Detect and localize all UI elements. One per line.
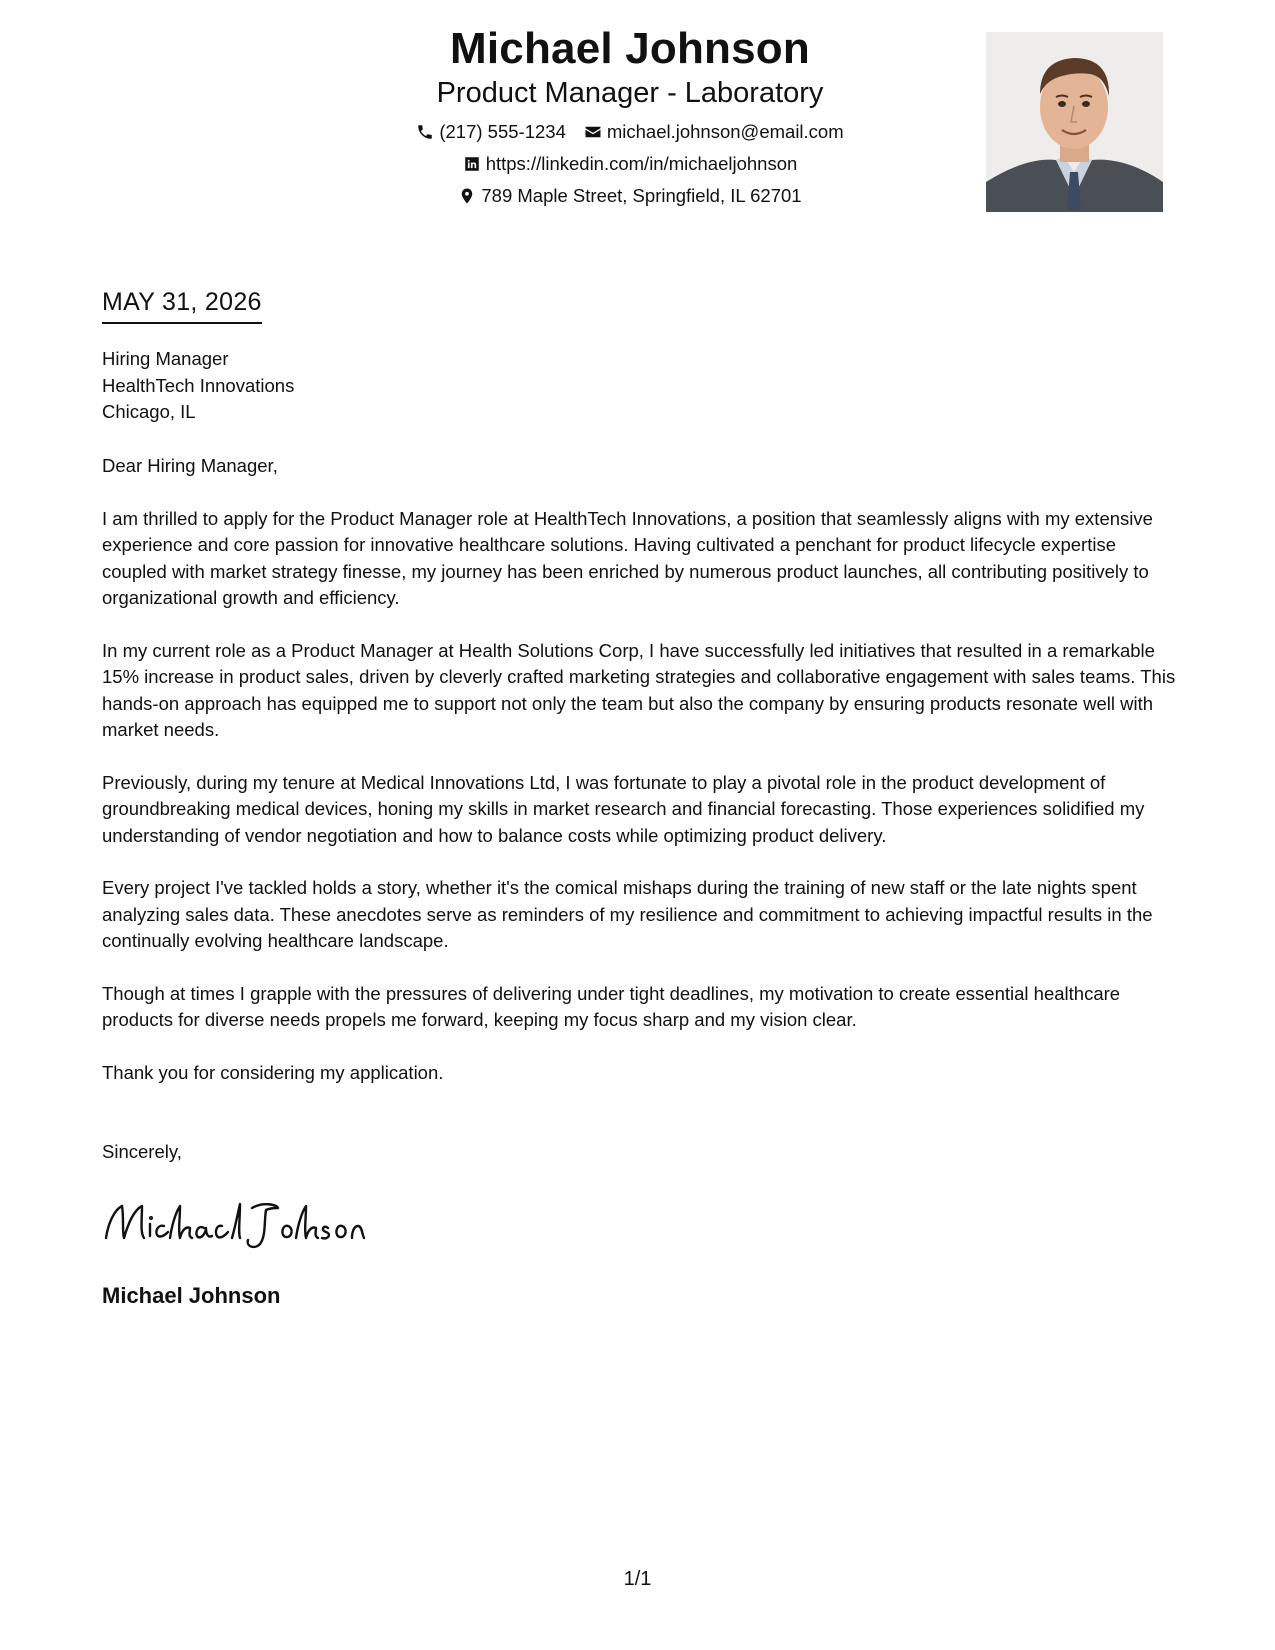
page-number: 1/1: [623, 1568, 652, 1590]
letter-header: [0, 22, 1275, 222]
contact-email: [584, 116, 844, 148]
body-paragraph: Every project I've tackled holds a story, whether it's the comical mishaps during the training of new staff or the late nights spent analyzing sales data. These anecdotes serve as reminders of my resilience and commitment to achieving impactful results in the continually evolving healthcare landscape.: [102, 877, 1153, 951]
header-contact-block: [330, 22, 930, 212]
contact-phone: [416, 116, 566, 148]
handwritten-signature: [100, 1194, 370, 1254]
recipient-block: [102, 346, 294, 426]
contact-linkedin: [463, 148, 798, 180]
closing-line: Sincerely,: [102, 1141, 182, 1162]
signer-name: Michael Johnson: [102, 1283, 281, 1308]
contact-row-address: [330, 180, 930, 212]
body-paragraph: In my current role as a Product Manager at Health Solutions Corp, I have successfully led initiatives that resulted in a remarkable 15% increase in product sales, driven by cleverly crafted marketing strategies and collaborative engagement with sales teams. This hands-on approach has equipped me to support not only the team but also the company by ensuring products resonate well with market needs.: [102, 639, 1176, 740]
recipient-location: Chicago, IL: [102, 401, 196, 422]
letter-body: [102, 453, 1182, 1112]
email-address[interactable]: michael.johnson@email.com: [606, 121, 844, 142]
envelope-icon: [584, 123, 602, 141]
profile-photo: [986, 32, 1163, 212]
salutation: Dear Hiring Manager,: [102, 455, 278, 476]
street-address: 789 Maple Street, Springfield, IL 62701: [481, 185, 802, 206]
phone-icon: [416, 123, 434, 141]
thank-you-line: Thank you for considering my application.: [102, 1061, 444, 1083]
applicant-title: Product Manager - Laboratory: [436, 77, 824, 109]
letter-date: MAY 31, 2026: [102, 286, 262, 324]
body-paragraph: Previously, during my tenure at Medical Innovations Ltd, I was fortunate to play a pivotal role in the product development of groundbreaking medical devices, honing my skills in market research and financial forecasting. Those experiences solidified my understanding of vendor negotiation and how to balance costs while optimizing product delivery.: [102, 771, 1145, 846]
recipient-company: HealthTech Innovations: [102, 374, 295, 396]
contact-address: [458, 180, 801, 212]
applicant-name: Michael Johnson: [450, 24, 810, 73]
body-paragraph: Though at times I grapple with the pressures of delivering under tight deadlines, my motivation to create essential healthcare products for diverse needs propels me forward, keeping my focus sharp and my vision clear.: [102, 982, 1121, 1030]
recipient-title: Hiring Manager: [102, 348, 229, 369]
linkedin-icon: [463, 155, 481, 173]
contact-row-phone-email: [330, 116, 930, 148]
map-pin-icon: [458, 187, 476, 205]
linkedin-url[interactable]: https://linkedin.com/in/michaeljohnson: [485, 153, 798, 174]
body-paragraph: I am thrilled to apply for the Product Manager role at HealthTech Innovations, a position that seamlessly aligns with my extensive experience and core passion for innovative healthcare solutions. Having cultivated a penchant for product lifecycle expertise coupled with market strategy finesse, my journey has been enriched by numerous product launches, all contributing positively to organizational growth and efficiency.: [102, 507, 1153, 608]
phone-number: (217) 555-1234: [439, 121, 566, 142]
contact-row-linkedin: [330, 148, 930, 180]
